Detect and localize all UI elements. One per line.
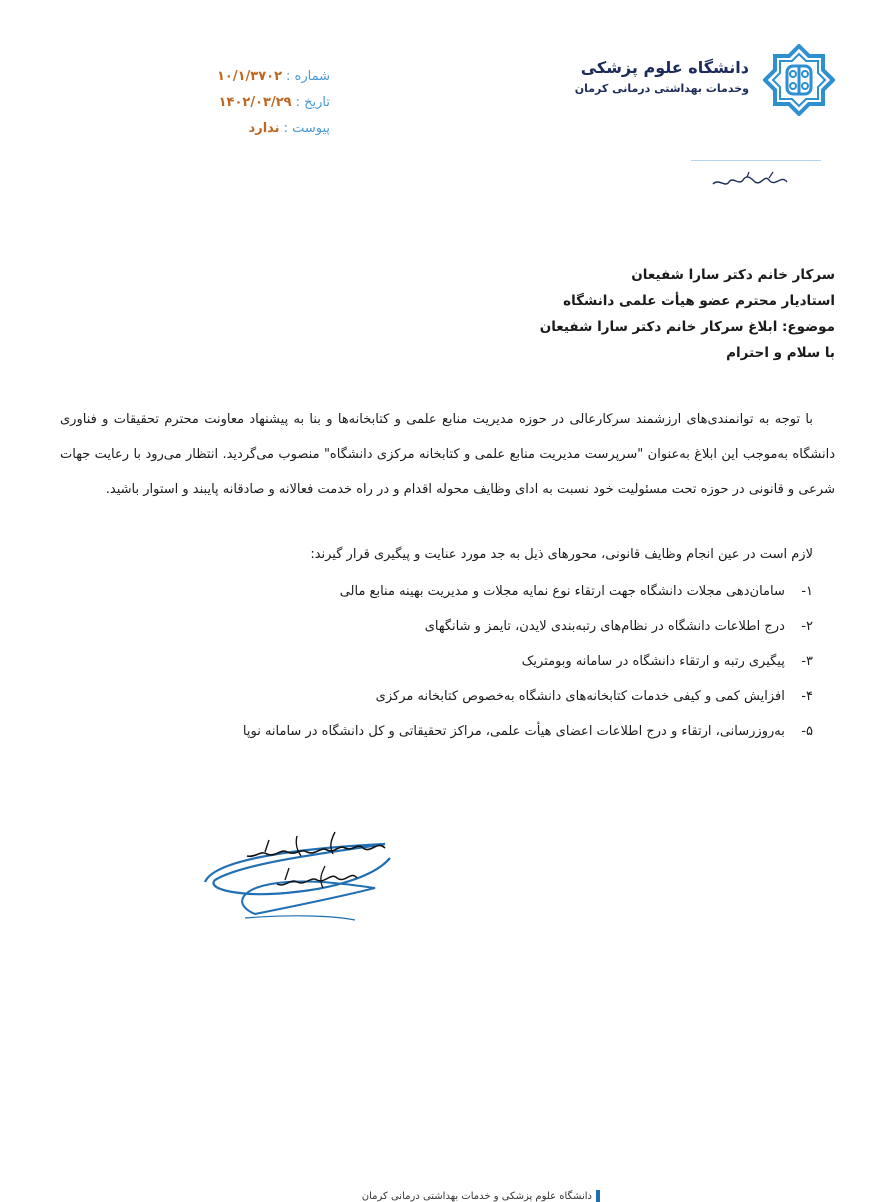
list-intro: لازم است در عین انجام وظایف قانونی، محورهای ذیل به جد مورد عنایت و پیگیری قرار گیرند: [310,547,813,562]
university-emblem-icon [763,44,835,116]
university-name: دانشگاه علوم پزشکی [580,58,749,77]
list-item-number: ۱- [801,584,813,599]
list-item [113,609,813,644]
list-item-text: افزایش کمی و کیفی خدمات کتابخانه‌های دانشگاه به‌خصوص کتابخانه مرکزی [375,689,785,704]
recipient-name: سرکار خانم دکتر سارا شفیعان [631,267,835,283]
list-item-number: ۴- [801,689,813,704]
salutation-block [55,262,835,366]
handwritten-signature [185,818,405,928]
list-item-number: ۳- [801,654,813,669]
letter-date-value: ۱۴۰۲/۰۳/۲۹ [218,95,292,110]
list-item-text: سامان‌دهی مجلات دانشگاه جهت ارتقاء نوع نمایه مجلات و مدیریت بهینه منابع مالی [339,584,785,599]
main-paragraph: با توجه به توانمندی‌های ارزشمند سرکارعالی در حوزه مدیریت منابع علمی و کتابخانه‌ها و بنا به پیشنهاد معاونت محترم تحقیقات و فناوری دانشگاه به‌موجب این ابلاغ به‌عنوان "سرپرست مدیریت منابع علمی و کتابخانه مرکزی دانشگاه" منصوب می‌گردید. انتظار می‌رود با رعایت جهات شرعی و قانونی در حوزه تحت مسئولیت خود نسبت به ادای وظایف محوله اقدام و در راه خدمت فعالانه و صادقانه پایبند و استوار باشید. [60,412,835,497]
footer-text: دانشگاه علوم پزشکی و خدمات بهداشتی درمانی کرمان [361,1190,592,1202]
letter-number-label: شماره : [286,69,330,84]
list-item-text: پیگیری رتبه و ارتقاء دانشگاه در سامانه وبومتریک [521,654,785,669]
page-footer [300,1190,600,1202]
list-item [113,714,813,749]
letter-subject: موضوع: ابلاغ سرکار خانم دکتر سارا شفیعان [539,319,835,335]
list-item [113,574,813,609]
office-divider [691,160,821,161]
letterhead [574,42,835,162]
list-item-number: ۵- [801,724,813,739]
greeting: با سلام و احترام [726,345,835,361]
letter-date-row [110,90,330,116]
letter-attachment-value: ندارد [248,121,280,136]
letter-meta [110,64,330,142]
letter-number-value: ۱۰/۱/۳۷۰۲ [216,69,283,84]
list-item-number: ۲- [801,619,813,634]
list-item-text: به‌روزرسانی، ارتقاء و درج اطلاعات اعضای هیأت علمی، مراکز تحقیقاتی و کل دانشگاه در سامانه نوپا [242,724,785,739]
university-subtitle: وخدمات بهداشتی درمانی کرمان [574,82,749,95]
recipient-position: استادیار محترم عضو هیأت علمی دانشگاه [563,293,835,309]
list-item-text: درج اطلاعات دانشگاه در نظام‌های رتبه‌بندی لایدن، تایمز و شانگهای [424,619,785,634]
duties-list [113,574,813,749]
office-calligraphy-icon [703,168,793,194]
list-item [113,679,813,714]
list-item [113,644,813,679]
letter-date-label: تاریخ : [295,95,330,110]
footer-accent-bar [596,1190,600,1202]
letter-attachment-label: پیوست : [283,121,330,136]
letter-number-row [110,64,330,90]
letter-attachment-row [110,116,330,142]
